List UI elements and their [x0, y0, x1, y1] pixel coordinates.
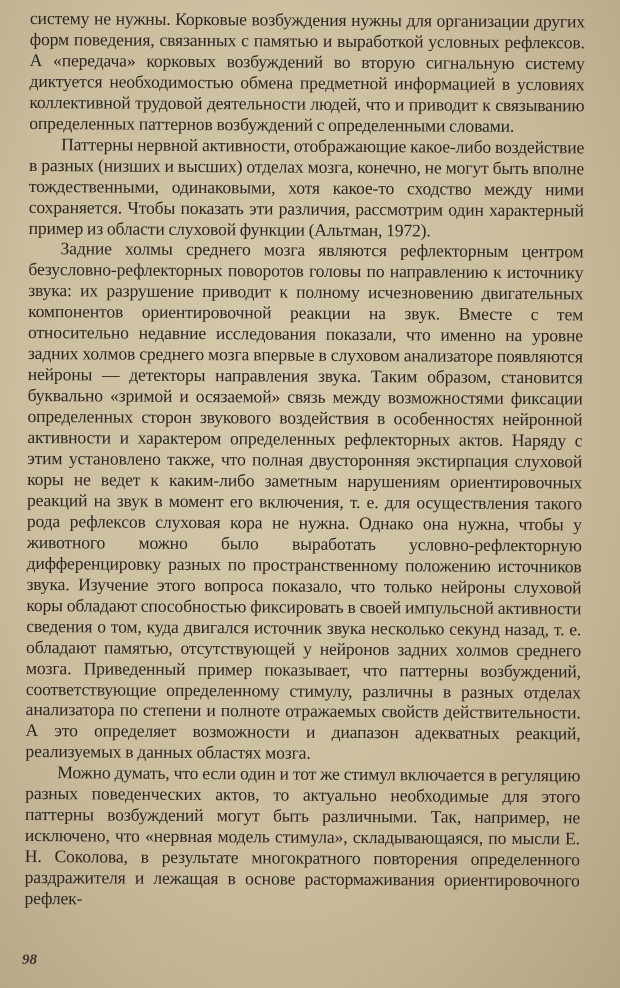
paragraph-inferior-colliculi: Задние холмы среднего мозга являются рефлекторным центром безусловно-рефлекторных поворотов головы по направлению к источнику звука: их разрушение приводит к полному исчезновению двигательных компонентов ориентировочной реакции на звук. Вместе с тем относительно недавние исследования показали, что именно на уровне задних холмов среднего мозга впервые в слуховом анализаторе появляются нейроны — детекторы направления звука. Таким образом, становится буквально «зримой и осязаемой» связь между возможностями фиксации определенных сторон звукового воздействия в особенностях нейронной активности и характером определенных рефлекторных актов. Наряду с этим установлено также, что полная двусторонняя экстирпация слуховой коры не ведет к каким-либо заметным нарушениям ориентировочных реакций на звук в момент его включения, т. е. для осуществления такого рода рефлексов слуховая кора не нужна. Однако она нужна, чтобы у животного можно было выработать условно-рефлекторную дифференцировку разных по пространственному положению источников звука. Изучение этого вопроса показало, что только нейроны слуховой коры обладают способностью фиксировать в своей импульсной активности сведения о том, куда двигался источник звука несколько секунд назад, т. е. обладают памятью, отсутствующей у нейронов задних холмов среднего мозга. Приведенный пример показывает, что паттерны возбуждений, соответствующие определенному стимулу, различны в разных отделах анализатора по степени и полноте отражаемых свойств действительности. А это определяет возможности и диапазон адекватных реакций, реализуемых в данных областях мозга.	[25, 238, 584, 764]
page-number: 98	[22, 952, 37, 968]
body-text	[24, 8, 584, 912]
paragraph-patterns: Паттерны нервной активности, отображающие какое-либо воздействие в разных (низших и высших) отделах мозга, конечно, не могут быть вполне тождественными, одинаковыми, хотя какое-то сходство между ними сохраняется. Чтобы показать эти различия, рассмотрим один характерный пример из области слуховой функции (Альтман, 1972).	[28, 133, 585, 240]
paragraph-continuation: системy не нужны. Корковые возбуждения нужны для организации других форм поведения, связанных с памятью и выработкой условных рефлексов. А «передача» корковых возбуждений во вторую сигнальную систему диктуется необходимостью обмена предметной информацией в условиях коллективной трудовой деятельности людей, что и приводит к связыванию определенных паттернов возбуждений с определенными словами.	[29, 8, 585, 136]
paragraph-stimulus-regulation: Можно думать, что если один и тот же стимул включается в регуляцию разных поведенческих актов, то актуально необходимые для этого паттерны возбуждений могут быть различными. Так, например, не исключено, что «нервная модель стимула», складывающаяся, по мысли Е. Н. Соколова, в результате многократного повторения определенного раздражителя и лежащая в основе растормаживания ориентировочного рефлек-	[24, 762, 581, 909]
